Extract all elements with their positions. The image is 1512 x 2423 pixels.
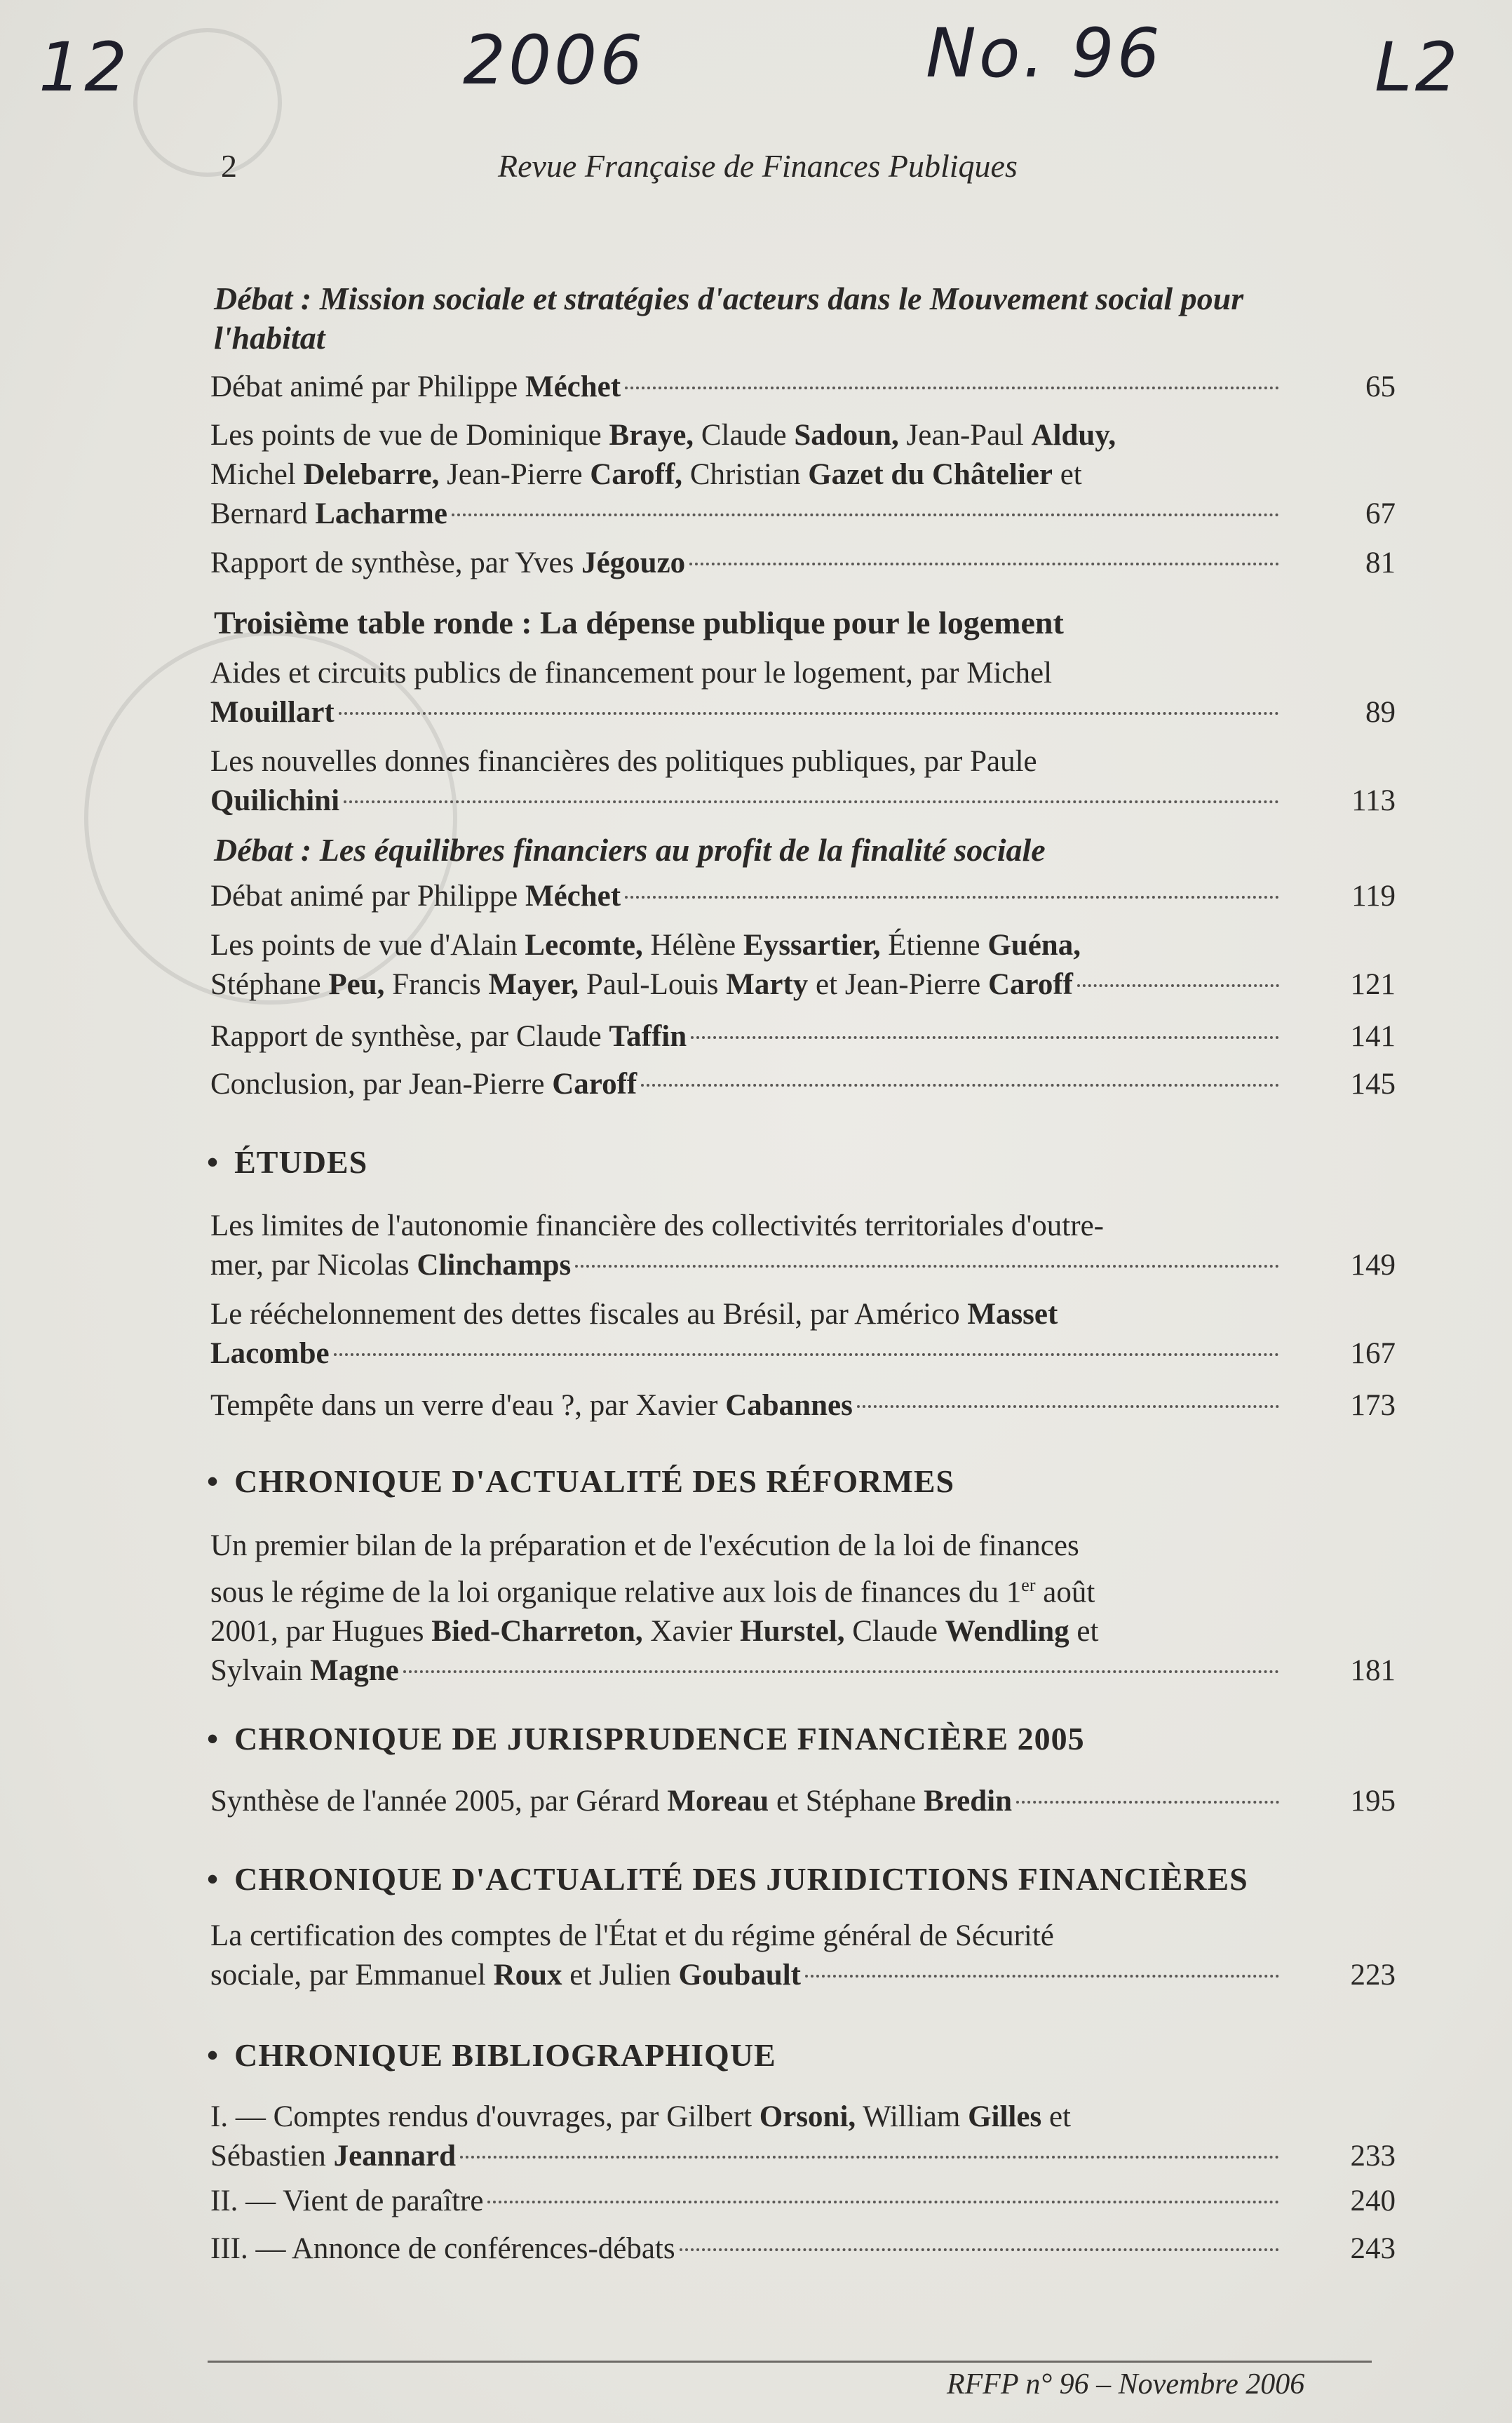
toc-entry: III. — Annonce de conférences-débats 243: [210, 2229, 1283, 2269]
toc-entry: La certification des comptes de l'État et du régime général de Sécurité sociale, par Emmanuel Roux et Julien Goubault 223: [210, 1917, 1283, 1995]
toc-entry: Les limites de l'autonomie financière des collectivités territoriales d'outre- mer, par Nicolas Clinchamps 149: [210, 1207, 1283, 1285]
toc-page-number: 223: [1350, 1959, 1396, 1992]
toc-page-number: 149: [1350, 1249, 1396, 1282]
debat-heading: Débat : Les équilibres financiers au profit de la finalité sociale: [214, 832, 1046, 868]
toc-page-number: 121: [1350, 968, 1396, 1001]
debat-heading: Débat : Mission sociale et stratégies d'acteurs dans le Mouvement social pour l'habitat: [214, 281, 1244, 356]
toc-page-number: 89: [1365, 696, 1396, 729]
table-ronde-heading: Troisième table ronde : La dépense publique pour le logement: [214, 605, 1064, 640]
handwritten-year: 2006: [463, 21, 646, 100]
section-heading-etudes: • ÉTUDES: [207, 1144, 368, 1180]
toc-page-number: 173: [1350, 1389, 1396, 1422]
toc-entry: Les points de vue d'Alain Lecomte, Hélène Eyssartier, Étienne Guéna, Stéphane Peu, Francis Mayer, Paul-Louis Marty et Jean-Pierre Caroff 121: [210, 926, 1283, 1005]
toc-entry: II. — Vient de paraître 240: [210, 2182, 1283, 2221]
journal-title: Revue Française de Finances Publiques: [498, 148, 1018, 184]
toc-page-number: 65: [1365, 370, 1396, 403]
toc-entry: Tempête dans un verre d'eau ?, par Xavier Cabannes 173: [210, 1386, 1283, 1425]
toc-entry: Rapport de synthèse, par Yves Jégouzo 81: [210, 544, 1283, 583]
toc-page-number: 67: [1365, 497, 1396, 530]
toc-entry: Débat animé par Philippe Méchet 119: [210, 877, 1283, 916]
toc-page-number: 119: [1351, 880, 1396, 913]
toc-entry: Aides et circuits publics de financement pour le logement, par Michel Mouillart 89: [210, 654, 1283, 732]
toc-page-number: 113: [1351, 784, 1396, 817]
toc-page-number: 181: [1350, 1654, 1396, 1688]
toc-page-number: 243: [1350, 2232, 1396, 2265]
toc-entry: Synthèse de l'année 2005, par Gérard Moreau et Stéphane Bredin 195: [210, 1782, 1283, 1821]
toc-entry: Les nouvelles donnes financières des politiques publiques, par Paule Quilichini 113: [210, 742, 1283, 821]
page-number: 2: [221, 148, 237, 184]
handwritten-code-right: L2: [1375, 28, 1461, 107]
toc-entry: Un premier bilan de la préparation et de l'exécution de la loi de finances sous le régime de la loi organique relative aux lois de finances du 1er août 2001, par Hugues Bied-Charreton, Xavier Hurstel, Claude Wendling et Sylvain Magne 181: [210, 1526, 1283, 1691]
toc-page-number: 145: [1350, 1068, 1396, 1101]
toc-page-number: 81: [1365, 546, 1396, 579]
section-heading-reformes: • CHRONIQUE D'ACTUALITÉ DES RÉFORMES: [207, 1463, 955, 1499]
section-heading-juridictions: • CHRONIQUE D'ACTUALITÉ DES JURIDICTIONS FINANCIÈRES: [207, 1861, 1248, 1897]
footer-issue: RFFP n° 96 – Novembre 2006: [947, 2368, 1305, 2401]
section-heading-bibliographique: • CHRONIQUE BIBLIOGRAPHIQUE: [207, 2037, 776, 2073]
toc-page-number: 195: [1350, 1785, 1396, 1818]
toc-page-number: 167: [1350, 1337, 1396, 1370]
toc-entry: Débat animé par Philippe Méchet 65: [210, 368, 1283, 407]
footer-rule: [208, 2361, 1372, 2363]
toc-entry: Conclusion, par Jean-Pierre Caroff 145: [210, 1065, 1283, 1104]
toc-entry: I. — Comptes rendus d'ouvrages, par Gilbert Orsoni, William Gilles et Sébastien Jeannard 233: [210, 2098, 1283, 2176]
toc-entry: Les points de vue de Dominique Braye, Claude Sadoun, Jean-Paul Alduy, Michel Delebarre, Jean-Pierre Caroff, Christian Gazet du Châtelier et Bernard Lacharme 67: [210, 416, 1283, 534]
running-header: [0, 147, 1512, 196]
toc-page-number: 141: [1350, 1020, 1396, 1053]
section-heading-jurisprudence: • CHRONIQUE DE JURISPRUDENCE FINANCIÈRE 2005: [207, 1721, 1085, 1757]
toc-page-number: 233: [1350, 2140, 1396, 2173]
handwritten-number-left: 12: [39, 28, 130, 107]
toc-entry: Le rééchelonnement des dettes fiscales au Brésil, par Américo Masset Lacombe 167: [210, 1295, 1283, 1374]
toc-page-number: 240: [1350, 2184, 1396, 2217]
handwritten-issue: No. 96: [926, 14, 1163, 93]
toc-entry: Rapport de synthèse, par Claude Taffin 141: [210, 1017, 1283, 1056]
